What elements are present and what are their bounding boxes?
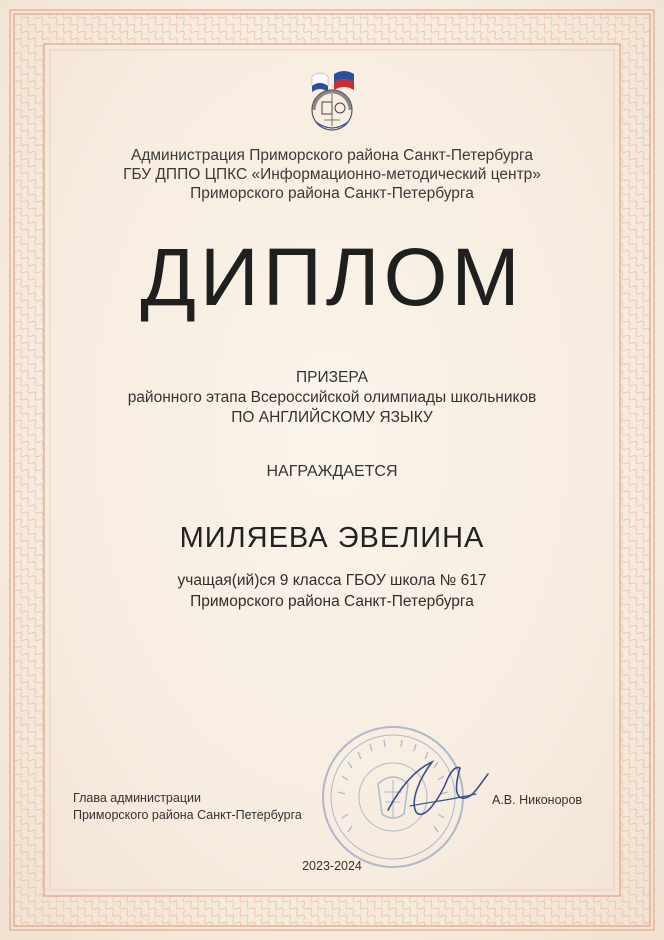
subtitle-line: районного этапа Всероссийской олимпиады школьников xyxy=(127,389,537,406)
org-line: ГБУ ДППО ЦПКС «Информационно-методический центр» xyxy=(123,166,541,183)
organization-header xyxy=(0,146,664,203)
diploma-subtitle xyxy=(0,368,664,428)
school-line: учащая(ий)ся 9 класса ГБОУ школа № 617 xyxy=(177,572,487,589)
awarded-label: НАГРАЖДАЕТСЯ xyxy=(266,463,398,480)
signer-title-line: Глава администрации xyxy=(73,791,201,805)
academic-year: 2023-2024 xyxy=(302,859,362,873)
subtitle-line: ПО АНГЛИЙСКОМУ ЯЗЫКУ xyxy=(231,409,433,426)
school-info xyxy=(0,570,664,612)
org-line: Администрация Приморского района Санкт-Петербурга xyxy=(131,147,533,164)
org-line: Приморского района Санкт-Петербурга xyxy=(190,185,474,202)
school-line: Приморского района Санкт-Петербурга xyxy=(190,593,474,610)
diploma-title: ДИПЛОМ xyxy=(140,232,524,323)
olympiad-emblem-icon xyxy=(294,66,370,134)
subtitle-line: ПРИЗЕРА xyxy=(296,369,368,386)
signer-name: А.В. Никоноров xyxy=(492,793,583,807)
signer-title xyxy=(73,790,302,824)
signer-title-line: Приморского района Санкт-Петербурга xyxy=(73,808,302,822)
recipient-name: МИЛЯЕВА ЭВЕЛИНА xyxy=(179,522,485,554)
signature xyxy=(380,748,492,828)
